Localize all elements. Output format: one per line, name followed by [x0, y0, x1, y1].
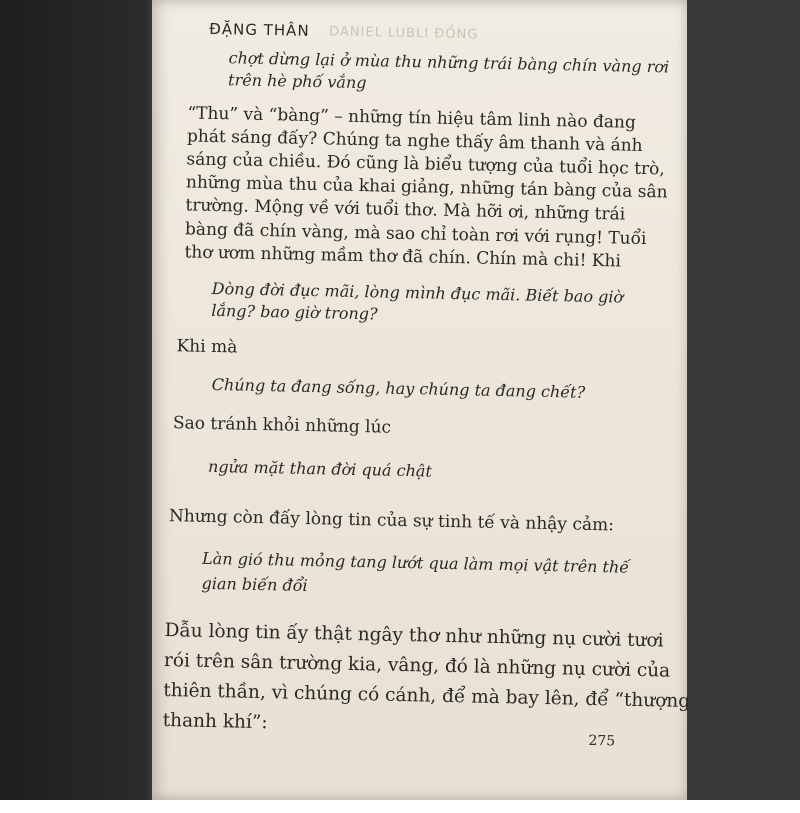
- poem-line: ngửa mặt than đời quá chật: [207, 456, 433, 481]
- page-content: [153, 0, 691, 812]
- poem-line: lắng? bao giờ trong?: [211, 300, 378, 324]
- poem-line: Chúng ta đang sống, hay chúng ta đang chết?: [211, 374, 586, 402]
- running-header-title: DANIEL LUBLI ĐỒNG: [329, 24, 479, 43]
- paragraph-line: thơ ươm những mầm thơ đã chín. Chín mà chi! Khi: [184, 242, 622, 272]
- poem-line: Làn gió thu mỏng tang lướt qua làm mọi vật trên thế: [201, 548, 630, 577]
- page-number: 275: [588, 732, 616, 750]
- poem-line: trên hè phố vắng: [227, 70, 367, 93]
- paragraph-line: bàng đã chín vàng, mà sao chỉ toàn rơi với rụng! Tuổi: [184, 219, 647, 250]
- paragraph-line: phát sáng đấy? Chúng ta nghe thấy âm thanh và ánh: [186, 126, 643, 156]
- poem-line: chợt dừng lại ở mùa thu những trái bàng chín vàng rơi: [228, 48, 670, 77]
- paragraph-line: “Thu” và “bàng” – những tín hiệu tâm linh nào đang: [187, 103, 637, 133]
- paragraph-line: thiên thần, vì chúng có cánh, để mà bay lên, để “thượng: [163, 680, 691, 713]
- paragraph-line: Khi mà: [176, 336, 238, 358]
- paragraph-line: Dẫu lòng tin ấy thật ngây thơ như những nụ cười tươi: [164, 620, 664, 652]
- paragraph-line: trường. Mộng về với tuổi thơ. Mà hỡi ơi, những trái: [185, 195, 626, 225]
- paragraph-line: thanh khí”:: [162, 710, 268, 734]
- poem-line: gian biến đổi: [201, 573, 308, 596]
- paragraph-line: những mùa thu của khai giảng, những tán bàng của sân: [185, 172, 668, 203]
- paragraph-line: Nhưng còn đấy lòng tin của sự tinh tế và nhậy cảm:: [168, 506, 615, 536]
- running-header-author: ĐẶNG THÂN: [209, 19, 310, 40]
- paragraph-line: sáng của chiều. Đó cũng là biểu tượng của tuổi học trò,: [186, 149, 665, 180]
- paragraph-line: rói trên sân trường kia, vâng, đó là những nụ cười của: [163, 650, 671, 682]
- poem-line: Dòng đời đục mãi, lòng mình đục mãi. Biết bao giờ: [211, 278, 624, 307]
- paragraph-line: Sao tránh khỏi những lúc: [172, 413, 392, 438]
